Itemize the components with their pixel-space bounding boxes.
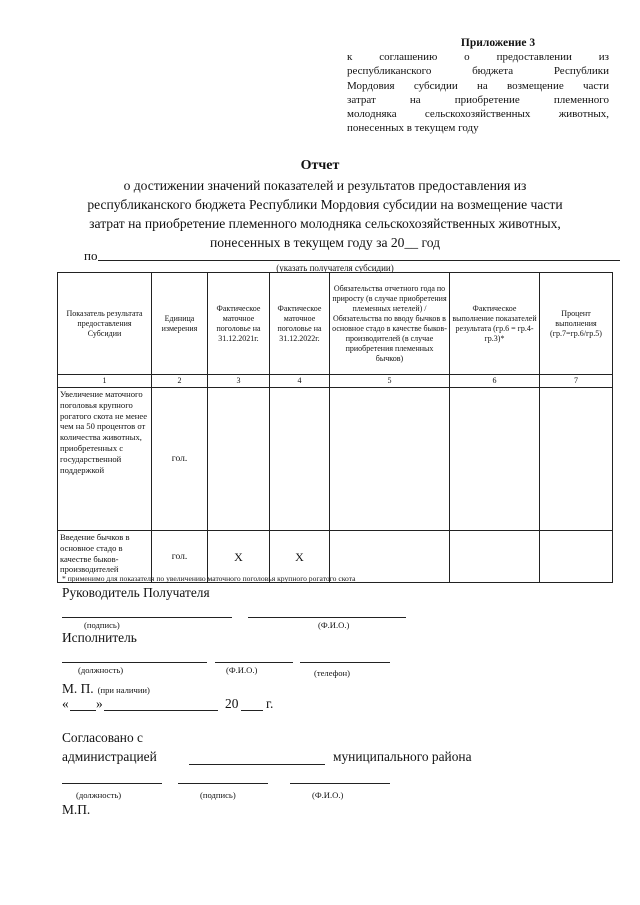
annex-line: молодняка сельскохозяйственных животных, — [347, 108, 609, 121]
table-number-row — [58, 375, 613, 388]
row-indicator: Введение бычков в основное стадо в качестве быков-производителей — [58, 531, 152, 583]
column-number: 3 — [208, 375, 270, 388]
head-title: Руководитель Получателя — [62, 585, 210, 600]
subtitle-line: республиканского бюджета Республики Мордовия субсидии на возмещение части — [87, 197, 563, 212]
executor-title: Исполнитель — [62, 630, 137, 645]
head-fio-line[interactable] — [248, 617, 406, 618]
cell-percent[interactable] — [540, 531, 613, 583]
report-subtitle — [30, 176, 620, 252]
annex-block — [347, 36, 609, 135]
agreed-signature-line[interactable] — [178, 783, 268, 784]
column-number: 1 — [58, 375, 152, 388]
annex-line: Мордовия субсидии на возмещение части — [347, 79, 609, 92]
signature-hint: (подпись) — [84, 620, 120, 630]
column-number: 5 — [330, 375, 450, 388]
fio-hint: (Ф.И.О.) — [312, 790, 344, 800]
cell-herd-2022: Х — [270, 531, 330, 583]
date-close-quote: » — [96, 696, 103, 711]
mp-hint: (при наличии) — [97, 685, 150, 695]
subtitle-line: о достижении значений показателей и результатов предоставления из — [123, 178, 527, 193]
header-actual: Фактическое выполнение показателей результата (гр.6 = гр.4-гр.3)* — [450, 273, 540, 375]
column-number: 2 — [152, 375, 208, 388]
annex-line: затрат на приобретение племенного — [347, 93, 609, 106]
header-unit: Единица измерения — [152, 273, 208, 375]
agreed-fio-line[interactable] — [290, 783, 390, 784]
date-year-line[interactable] — [241, 710, 263, 711]
cell-actual[interactable] — [450, 531, 540, 583]
recipient-hint: (указать получателя субсидии) — [276, 263, 394, 273]
annex-line: к соглашению о предоставлении из — [347, 51, 609, 64]
signature-hint: (подпись) — [200, 790, 236, 800]
administration-name-line[interactable] — [189, 764, 325, 765]
agreed-line-1: Согласовано с — [62, 730, 143, 745]
fio-hint: (Ф.И.О.) — [226, 665, 258, 675]
head-signature-line[interactable] — [62, 617, 232, 618]
header-herd-2022: Фактическое маточное поголовье на 31.12.2022г. — [270, 273, 330, 375]
cell-percent[interactable] — [540, 388, 613, 531]
column-number: 4 — [270, 375, 330, 388]
mp-row — [62, 680, 150, 698]
cell-actual[interactable] — [450, 388, 540, 531]
recipient-field[interactable] — [98, 260, 620, 261]
mp-label: М. П. — [62, 681, 94, 696]
executor-fio-line[interactable] — [215, 662, 293, 663]
subtitle-line: затрат на приобретение племенного молодняка сельскохозяйственных животных, — [89, 216, 561, 231]
table-row — [58, 388, 613, 531]
header-herd-2021: Фактическое маточное поголовье на 31.12.2021г. — [208, 273, 270, 375]
date-day-line[interactable] — [70, 710, 96, 711]
row-indicator: Увеличение маточного поголовья крупного рогатого скота не менее чем на 50 процентов от количества животных, приобретенных с государственной поддержкой — [58, 388, 152, 531]
row-unit: гол. — [152, 388, 208, 531]
agreed-line-2: администрацией — [62, 749, 157, 764]
report-table — [57, 272, 613, 583]
executor-position-line[interactable] — [62, 662, 207, 663]
po-label: по — [84, 248, 98, 263]
district-label: муниципального района — [333, 749, 472, 764]
position-hint: (должность) — [76, 790, 122, 800]
subtitle-line: понесенных в текущем году за 20__ год — [209, 235, 441, 250]
cell-obligations[interactable] — [330, 388, 450, 531]
agreed-position-line[interactable] — [62, 783, 162, 784]
column-number: 7 — [540, 375, 613, 388]
date-year-suffix: г. — [266, 696, 274, 711]
table-header-row — [58, 273, 613, 375]
phone-hint: (телефон) — [314, 668, 350, 678]
column-number: 6 — [450, 375, 540, 388]
date-year-prefix: 20 — [225, 696, 239, 711]
date-open-quote: « — [62, 696, 69, 711]
cell-herd-2021[interactable] — [208, 388, 270, 531]
executor-phone-line[interactable] — [300, 662, 390, 663]
report-title: Отчет — [300, 158, 340, 173]
row-unit: гол. — [152, 531, 208, 583]
annex-title: Приложение 3 — [460, 37, 536, 49]
fio-hint: (Ф.И.О.) — [318, 620, 350, 630]
annex-line: понесенных в текущем году — [347, 122, 479, 135]
header-indicator: Показатель результата предоставления Субсидии — [58, 273, 152, 375]
header-obligations: Обязательства отчетного года по приросту (в случае приобретения племенных нетелей) / Обязательства по вводу бычков в основное стадо в качестве быков- производителей (в случае приобретения племенных бычков) — [330, 273, 450, 375]
recipient-row — [84, 248, 624, 264]
cell-herd-2022[interactable] — [270, 388, 330, 531]
date-month-line[interactable] — [104, 710, 218, 711]
annex-line: республиканского бюджета Республики — [347, 65, 609, 78]
header-percent: Процент выполнения (гр.7=гр.6/гр.5) — [540, 273, 613, 375]
position-hint: (должность) — [78, 665, 124, 675]
table-footnote: * применимо для показателя по увеличению маточного поголовья крупного рогатого скота — [62, 574, 356, 583]
mp-final: М.П. — [62, 802, 91, 817]
cell-herd-2021: Х — [208, 531, 270, 583]
